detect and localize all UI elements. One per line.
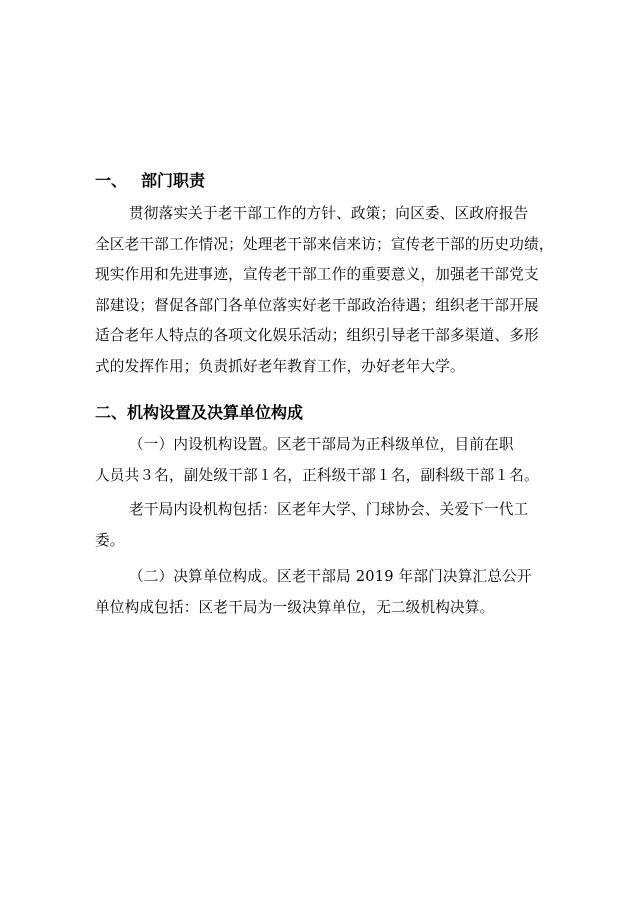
section2-paragraph-3 <box>95 562 550 623</box>
section1-heading <box>95 169 205 193</box>
section1-line-4: 部建设；督促各部门各单位落实好老干部政治待遇；组织老干部开展 <box>95 296 539 314</box>
section2-p1-line-1: （一）内设机构设置。区老干部局为正科级单位，目前在职 <box>129 436 514 453</box>
section2-p2-line-2: 委。 <box>95 531 125 549</box>
section2-p2-line-1: 老干局内设机构包括：区老年大学、门球协会、关爱下一代工 <box>129 501 529 518</box>
section1-title: 部门职责 <box>141 171 206 190</box>
section2-p3-line-1: （二）决算单位构成。区老干部局 2019 年部门决算汇总公开 <box>129 568 532 585</box>
section2-title: 二、机构设置及决算单位构成 <box>95 403 304 422</box>
section1-line-3: 现实作用和先进事迹，宣传老干部工作的重要意义，加强老干部党支 <box>95 266 539 283</box>
section1-line-5: 适合老年人特点的各项文化娱乐活动；组织引导老干部多渠道、多形 <box>95 327 539 344</box>
section1-line-6: 式的发挥作用；负责抓好老年教育工作，办好老年大学。 <box>95 357 465 375</box>
section1-number: 一、 <box>95 171 128 190</box>
section2-heading <box>95 401 303 425</box>
section2-paragraph-2 <box>95 495 550 556</box>
section2-p3-line-2: 单位构成包括：区老干局为一级决算单位，无二级机构决算。 <box>95 598 495 616</box>
section1-line-1: 贯彻落实关于老干部工作的方针、政策；向区委、区政府报告 <box>129 205 529 222</box>
section2-paragraph-1 <box>95 430 550 491</box>
section1-paragraph <box>95 199 554 382</box>
section1-line-2: 全区老干部工作情况；处理老干部来信来访；宣传老干部的历史功绩， <box>95 235 554 253</box>
section2-p1-line-2: 人员共３名，副处级干部１名，正科级干部１名，副科级干部１名。 <box>95 466 539 484</box>
